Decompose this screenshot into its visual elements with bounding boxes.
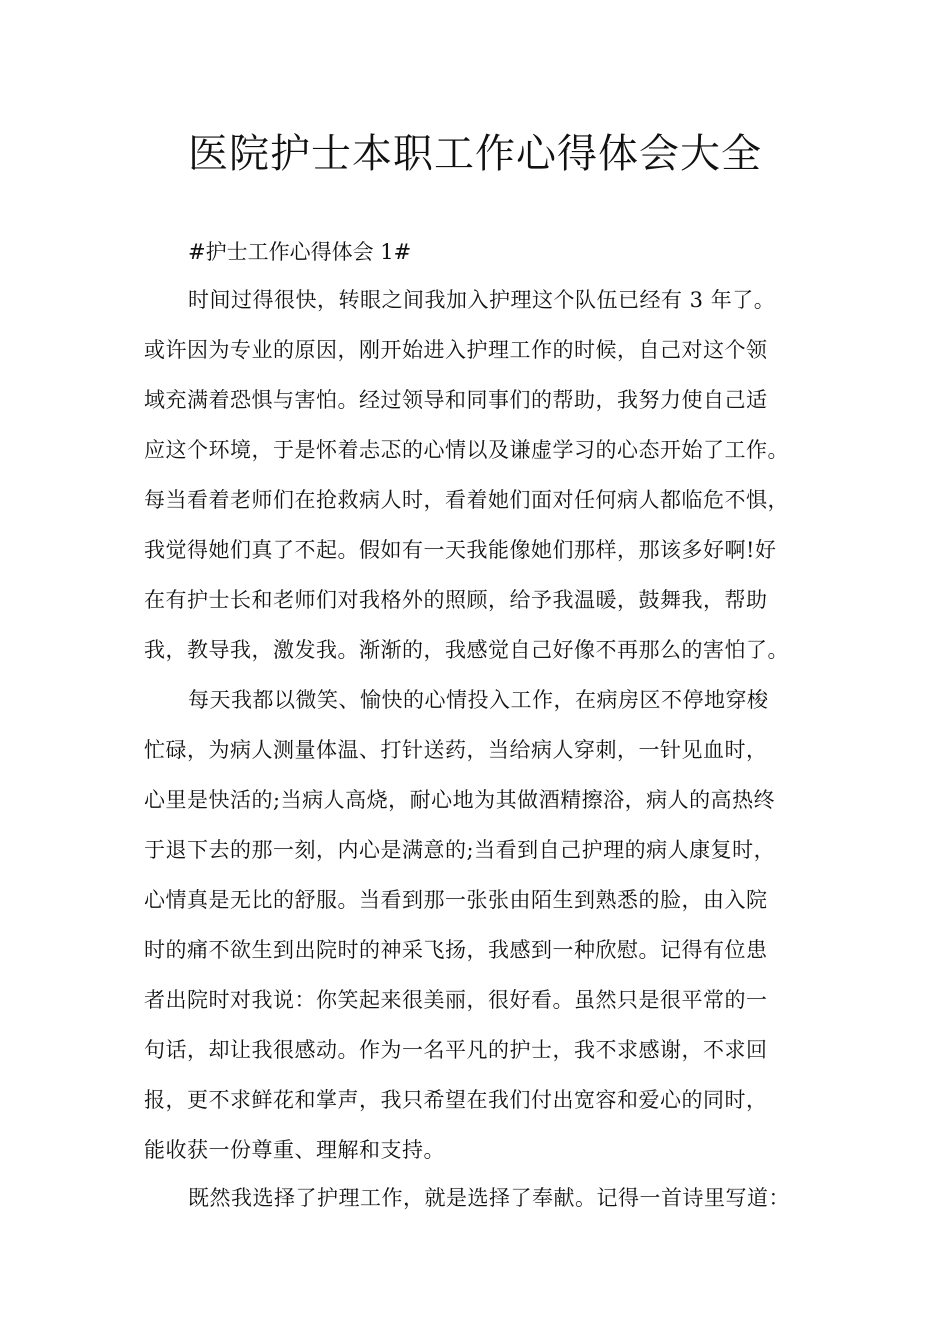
- paragraph-line: 忙碌，为病人测量体温、打针送药，当给病人穿刺，一针见血时，: [144, 738, 768, 762]
- paragraph-line: 每当看着老师们在抢救病人时，看着她们面对任何病人都临危不惧，: [144, 488, 789, 512]
- paragraph-line: 我觉得她们真了不起。假如有一天我能像她们那样，那该多好啊!好: [144, 538, 777, 562]
- paragraph-line: 既然我选择了护理工作，就是选择了奉献。记得一首诗里写道：: [188, 1186, 790, 1210]
- paragraph-line: 应这个环境，于是怀着忐忑的心情以及谦虚学习的心态开始了工作。: [144, 438, 789, 462]
- paragraph-line: 句话，却让我很感动。作为一名平凡的护士，我不求感谢，不求回: [144, 1038, 768, 1062]
- paragraph-line: 时间过得很快，转眼之间我加入护理这个队伍已经有 3 年了。: [188, 288, 776, 312]
- paragraph-line: 能收获一份尊重、理解和支持。: [144, 1138, 445, 1162]
- paragraph-line: 域充满着恐惧与害怕。经过领导和同事们的帮助，我努力使自己适: [144, 388, 768, 412]
- document-title: 医院护士本职工作心得体会大全: [188, 131, 762, 177]
- paragraph-2: [144, 675, 834, 1175]
- paragraph-3: [144, 1173, 834, 1223]
- paragraph-line: 在有护士长和老师们对我格外的照顾，给予我温暖，鼓舞我，帮助: [144, 588, 768, 612]
- paragraph-line: 时的痛不欲生到出院时的神采飞扬，我感到一种欣慰。记得有位患: [144, 938, 768, 962]
- paragraph-line: 心情真是无比的舒服。当看到那一张张由陌生到熟悉的脸，由入院: [144, 888, 768, 912]
- paragraph-line: 于退下去的那一刻，内心是满意的;当看到自己护理的病人康复时，: [144, 838, 776, 862]
- paragraph-line: 心里是快活的;当病人高烧，耐心地为其做酒精擦浴，病人的高热终: [144, 788, 776, 812]
- paragraph-line: 者出院时对我说：你笑起来很美丽，很好看。虽然只是很平常的一: [144, 988, 768, 1012]
- paragraph-1: [144, 275, 834, 675]
- paragraph-line: 我，教导我，激发我。渐渐的，我感觉自己好像不再那么的害怕了。: [144, 638, 789, 662]
- section-heading: #护士工作心得体会 1#: [188, 240, 412, 264]
- paragraph-line: 每天我都以微笑、愉快的心情投入工作，在病房区不停地穿梭: [188, 688, 769, 712]
- paragraph-line: 报，更不求鲜花和掌声，我只希望在我们付出宽容和爱心的同时，: [144, 1088, 768, 1112]
- paragraph-line: 或许因为专业的原因，刚开始进入护理工作的时候，自己对这个领: [144, 338, 768, 362]
